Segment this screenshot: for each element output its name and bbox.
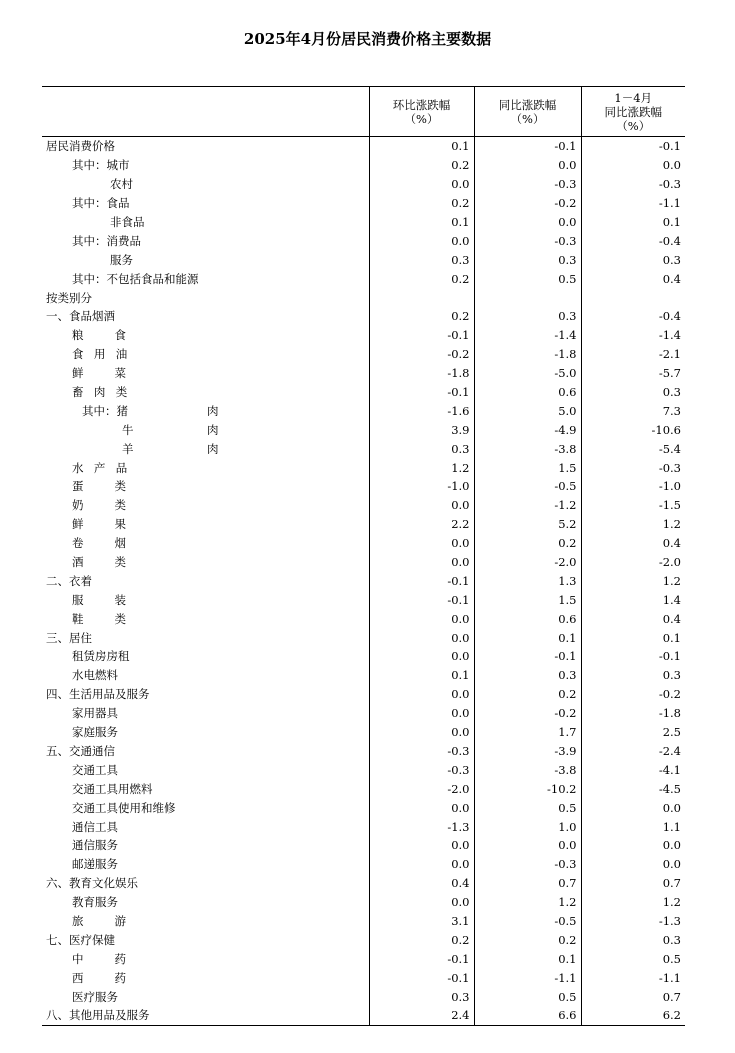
cell-ytd: 1.2 [581,515,685,534]
cell-mom: 0.0 [369,798,474,817]
cell-ytd: 1.2 [581,571,685,590]
cell-mom [369,288,474,307]
cell-ytd: 0.3 [581,383,685,402]
cell-ytd: -10.6 [581,420,685,439]
cell-yoy: -4.9 [474,420,581,439]
table-row [42,553,685,572]
cell-mom: -0.3 [369,760,474,779]
row-label: 粮食 [72,328,158,343]
cell-yoy: -1.1 [474,968,581,987]
cell-mom: 0.1 [369,137,474,156]
table-row [42,250,685,269]
row-label-part: 羊 [122,441,134,456]
cell-mom: 0.0 [369,609,474,628]
table-row [42,609,685,628]
row-label [42,420,369,439]
table-row [42,968,685,987]
cell-ytd: -0.1 [581,647,685,666]
cell-yoy: -0.3 [474,175,581,194]
cell-ytd: -5.4 [581,439,685,458]
cell-mom: 0.1 [369,213,474,232]
row-label: 奶类 [72,498,158,513]
cell-mom: -0.2 [369,345,474,364]
cell-yoy: 0.1 [474,628,581,647]
cell-ytd: 1.1 [581,817,685,836]
header-ytd [581,87,685,137]
cell-ytd: -0.3 [581,175,685,194]
table-row [42,912,685,931]
table-row [42,137,685,156]
cell-yoy: 0.0 [474,836,581,855]
header-mom-unit: （%） [404,111,439,126]
row-label: 交通工具 [72,762,118,777]
cell-yoy: 0.2 [474,685,581,704]
row-label: 其中：消费品 [72,233,141,248]
row-label: 蛋类 [72,479,158,494]
cell-mom: 2.2 [369,515,474,534]
row-label: 按类别分 [46,290,92,305]
table-row [42,1006,685,1025]
row-label: 三、居住 [46,630,92,645]
table-row [42,194,685,213]
table-header-row [42,87,685,137]
table-row [42,269,685,288]
cell-mom: 0.0 [369,231,474,250]
cell-yoy: -0.1 [474,137,581,156]
table-row [42,175,685,194]
table-row [42,817,685,836]
row-label: 交通工具用燃料 [72,781,153,796]
row-label-part: 肉 [207,422,219,437]
cell-yoy: 1.0 [474,817,581,836]
cell-yoy: -0.3 [474,855,581,874]
cell-ytd: 0.3 [581,666,685,685]
row-label [42,439,369,458]
cell-ytd: 0.4 [581,269,685,288]
cell-yoy: -0.5 [474,477,581,496]
cell-mom: 0.3 [369,439,474,458]
row-label: 水电燃料 [72,668,118,683]
cell-mom: -1.3 [369,817,474,836]
cpi-data-table [42,86,685,1026]
row-label: 畜肉类 [72,385,138,400]
cell-mom: 0.0 [369,534,474,553]
table-row [42,647,685,666]
cell-ytd: 0.0 [581,836,685,855]
cell-mom: 0.2 [369,307,474,326]
cell-yoy: -1.2 [474,496,581,515]
row-label: 通信工具 [72,819,118,834]
cell-ytd: 1.4 [581,590,685,609]
row-label [42,401,369,420]
cell-ytd: -0.2 [581,685,685,704]
row-label: 家庭服务 [72,725,118,740]
cell-ytd: -5.7 [581,364,685,383]
cell-yoy: -3.8 [474,760,581,779]
table-row [42,628,685,647]
cell-ytd: 7.3 [581,401,685,420]
row-label: 邮递服务 [72,857,118,872]
cell-yoy: 5.0 [474,401,581,420]
row-label: 鲜菜 [72,366,158,381]
cell-mom: 0.1 [369,666,474,685]
row-label: 其中：食品 [72,196,130,211]
cell-mom: 0.2 [369,156,474,175]
cell-yoy: 0.0 [474,156,581,175]
cell-mom: -2.0 [369,779,474,798]
cell-mom: 0.0 [369,855,474,874]
cell-mom: -0.1 [369,383,474,402]
cell-mom: 0.0 [369,836,474,855]
row-label: 其中：城市 [72,158,130,173]
cell-mom: 0.4 [369,874,474,893]
cell-ytd: -1.4 [581,326,685,345]
cell-mom: 0.2 [369,269,474,288]
table-row [42,307,685,326]
cell-mom: 0.0 [369,175,474,194]
table-row [42,213,685,232]
table-row [42,534,685,553]
row-label: 旅游 [72,913,158,928]
row-label: 四、生活用品及服务 [46,687,150,702]
cell-ytd: 0.7 [581,874,685,893]
cell-mom: -0.1 [369,968,474,987]
row-label: 食用油 [72,347,138,362]
cell-mom: 0.0 [369,893,474,912]
table-row [42,496,685,515]
table-row [42,798,685,817]
cell-yoy: 5.2 [474,515,581,534]
cell-ytd: -0.1 [581,137,685,156]
cell-yoy: 1.3 [474,571,581,590]
cell-mom: 3.1 [369,912,474,931]
table-row [42,949,685,968]
table-row [42,420,685,439]
row-label: 五、交通通信 [46,743,115,758]
cell-yoy: -1.8 [474,345,581,364]
table-row [42,156,685,175]
cell-yoy: 0.2 [474,930,581,949]
cell-ytd: 0.3 [581,930,685,949]
cell-mom: 3.9 [369,420,474,439]
table-row [42,439,685,458]
cell-yoy: 1.7 [474,723,581,742]
cell-ytd: -0.3 [581,458,685,477]
cell-mom: -1.6 [369,401,474,420]
cell-yoy: 0.5 [474,798,581,817]
cell-yoy: 0.1 [474,949,581,968]
row-label: 医疗服务 [72,989,118,1004]
cell-mom: 0.0 [369,496,474,515]
header-mom [369,87,474,137]
cell-yoy: -1.4 [474,326,581,345]
cell-ytd: -1.1 [581,968,685,987]
cell-mom: -0.1 [369,571,474,590]
cell-ytd: -2.0 [581,553,685,572]
cell-ytd: 1.2 [581,893,685,912]
row-label: 服务 [110,252,133,267]
table-row [42,345,685,364]
cell-yoy: 0.2 [474,534,581,553]
cell-yoy: 1.5 [474,458,581,477]
cell-mom: 0.0 [369,685,474,704]
table-row [42,515,685,534]
table-row [42,590,685,609]
row-label: 鲜果 [72,517,158,532]
row-label: 卷烟 [72,536,158,551]
cell-ytd: -0.4 [581,307,685,326]
row-label: 中药 [72,951,158,966]
table-row [42,704,685,723]
row-label: 一、食品烟酒 [46,309,115,324]
cell-yoy: -3.8 [474,439,581,458]
cell-ytd: 0.0 [581,798,685,817]
cell-ytd: 2.5 [581,723,685,742]
cell-yoy: 0.5 [474,269,581,288]
cell-yoy: -10.2 [474,779,581,798]
cell-yoy: -0.5 [474,912,581,931]
table-row [42,930,685,949]
cell-yoy: 0.0 [474,213,581,232]
row-label: 水产品 [72,460,138,475]
row-label: 租赁房房租 [72,649,130,664]
row-label: 西药 [72,970,158,985]
row-label: 通信服务 [72,838,118,853]
cell-yoy: 0.5 [474,987,581,1006]
page-title: 2025年4月份居民消费价格主要数据 [243,30,492,48]
table-row [42,779,685,798]
row-label: 交通工具使用和维修 [72,800,176,815]
cell-ytd: 0.7 [581,987,685,1006]
cell-ytd: -0.4 [581,231,685,250]
table-row [42,401,685,420]
cell-mom: 2.4 [369,1006,474,1025]
cell-ytd: 0.0 [581,855,685,874]
row-label: 二、衣着 [46,573,92,588]
table-row [42,760,685,779]
table-row [42,723,685,742]
table-row [42,383,685,402]
cell-mom: 0.2 [369,194,474,213]
cell-mom: -0.3 [369,742,474,761]
table-row [42,477,685,496]
row-label-part: 其中：猪 [82,403,128,418]
row-label: 农村 [110,177,133,192]
table-row [42,685,685,704]
cell-ytd: -4.5 [581,779,685,798]
table-row [42,571,685,590]
row-label: 八、其他用品及服务 [42,1006,369,1025]
table-row [42,666,685,685]
cell-mom: 1.2 [369,458,474,477]
cell-mom: 0.0 [369,704,474,723]
table-row [42,364,685,383]
row-label-part: 牛 [122,422,134,437]
row-label: 家用器具 [72,706,118,721]
row-label: 七、医疗保健 [46,932,115,947]
row-label: 其中：不包括食品和能源 [72,271,199,286]
cell-mom: -0.1 [369,590,474,609]
table-row [42,326,685,345]
cell-yoy: -3.9 [474,742,581,761]
table-row [42,836,685,855]
row-label: 教育服务 [72,895,118,910]
cell-ytd: 6.2 [581,1006,685,1025]
row-label: 服装 [72,592,158,607]
cell-yoy: -0.3 [474,231,581,250]
row-label: 酒类 [72,555,158,570]
cell-yoy: 1.5 [474,590,581,609]
header-ytd-unit: （%） [616,118,651,133]
table-row [42,855,685,874]
cell-mom: 0.0 [369,628,474,647]
cell-mom: -1.8 [369,364,474,383]
cell-yoy: -2.0 [474,553,581,572]
header-ytd-label: 同比涨跌幅 [604,104,662,119]
cell-ytd [581,288,685,307]
cell-yoy: 1.2 [474,893,581,912]
cell-ytd: 0.4 [581,534,685,553]
cell-yoy: 0.7 [474,874,581,893]
cell-yoy: -0.1 [474,647,581,666]
header-yoy-label: 同比涨跌幅 [498,97,557,112]
table-row [42,458,685,477]
row-label-part: 肉 [207,403,219,418]
table-row [42,288,685,307]
cell-ytd: -2.1 [581,345,685,364]
row-label: 居民消费价格 [46,139,115,154]
cell-yoy: 0.3 [474,666,581,685]
header-yoy-unit: （%） [510,111,545,126]
cell-yoy: 0.3 [474,307,581,326]
cell-ytd: -1.0 [581,477,685,496]
header-mom-label: 环比涨跌幅 [392,97,451,112]
cell-mom: -0.1 [369,326,474,345]
table-row [42,742,685,761]
cell-mom: 0.0 [369,553,474,572]
cell-ytd: 0.1 [581,628,685,647]
table-row [42,874,685,893]
row-label: 非食品 [110,215,145,229]
cell-mom: -1.0 [369,477,474,496]
cell-mom: 0.3 [369,250,474,269]
cell-ytd: -1.5 [581,496,685,515]
row-label-part: 肉 [207,441,219,456]
cell-ytd: 0.5 [581,949,685,968]
cell-yoy: 6.6 [474,1006,581,1025]
cell-mom: 0.2 [369,930,474,949]
cell-ytd: -1.1 [581,194,685,213]
cell-ytd: 0.4 [581,609,685,628]
cell-ytd: 0.1 [581,213,685,232]
cell-ytd: -4.1 [581,760,685,779]
cell-yoy: -0.2 [474,704,581,723]
cell-mom: -0.1 [369,949,474,968]
cell-ytd: 0.0 [581,156,685,175]
cell-mom: 0.0 [369,723,474,742]
cell-yoy: 0.3 [474,250,581,269]
cell-yoy [474,288,581,307]
cell-ytd: -1.8 [581,704,685,723]
cell-mom: 0.3 [369,987,474,1006]
header-item [42,87,369,137]
cell-ytd: -1.3 [581,912,685,931]
cell-mom: 0.0 [369,647,474,666]
cell-yoy: -0.2 [474,194,581,213]
table-row [42,987,685,1006]
table-row [42,893,685,912]
header-yoy [474,87,581,137]
header-ytd-period: 1－4月 [614,90,653,105]
cell-ytd: 0.3 [581,250,685,269]
cell-yoy: 0.6 [474,609,581,628]
row-label: 六、教育文化娱乐 [46,876,138,891]
row-label: 鞋类 [72,611,158,626]
cell-ytd: -2.4 [581,742,685,761]
cell-yoy: -5.0 [474,364,581,383]
table-row [42,231,685,250]
cell-yoy: 0.6 [474,383,581,402]
